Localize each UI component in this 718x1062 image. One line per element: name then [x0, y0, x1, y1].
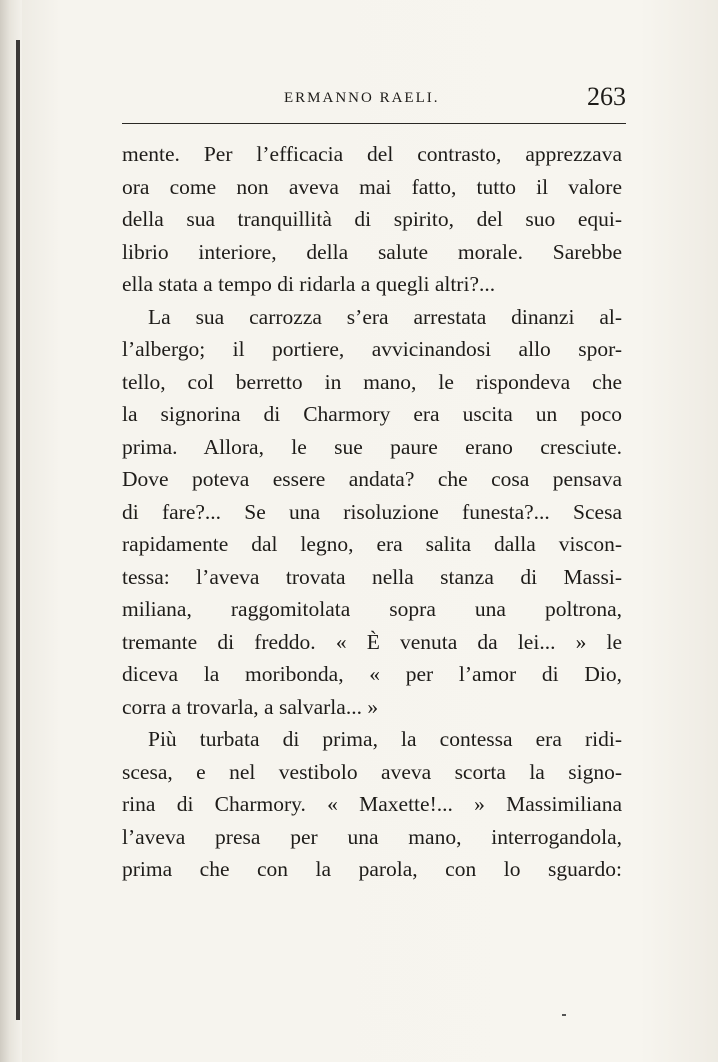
text-line: diceva la moribonda, « per l’amor di Dio,	[122, 662, 622, 686]
text-line: la signorina di Charmory era uscita un poco	[122, 402, 622, 426]
text-line: mente. Per l’efficacia del contrasto, apprezzava	[122, 142, 622, 166]
text-line: corra a trovarla, a salvarla... »	[122, 694, 379, 719]
header-rule	[122, 123, 626, 124]
text-line: l’albergo; il portiere, avvicinandosi allo spor-	[122, 337, 622, 361]
text-line: della sua tranquillità di spirito, del suo equi-	[122, 207, 622, 231]
text-line: l’aveva presa per una mano, interrogandola,	[122, 824, 622, 849]
text-line: Dove poteva essere andata? che cosa pensava	[122, 467, 622, 491]
running-title: ERMANNO RAELI.	[284, 90, 440, 106]
text-line: prima. Allora, le sue paure erano cresciute.	[122, 434, 622, 459]
page-spine	[0, 0, 22, 1062]
text-line: rapidamente dal legno, era salita dalla viscon-	[122, 532, 622, 556]
text-line: ella stata a tempo di ridarla a quegli altri?...	[122, 272, 496, 296]
text-line: ora come non aveva mai fatto, tutto il valore	[122, 174, 622, 199]
text-line: di fare?... Se una risoluzione funesta?... Scesa	[122, 499, 622, 524]
page-header	[122, 82, 626, 116]
binding-edge	[16, 40, 20, 1020]
text-line: miliana, raggomitolata sopra una poltrona,	[122, 597, 622, 621]
text-line: scesa, e nel vestibolo aveva scorta la signo-	[122, 759, 622, 784]
text-line: tessa: l’aveva trovata nella stanza di Massi-	[122, 564, 622, 589]
body-text	[122, 138, 622, 886]
text-line: prima che con la parola, con lo sguardo:	[122, 857, 622, 881]
paragraph-start-line: Più turbata di prima, la contessa era ridi-	[148, 727, 622, 751]
print-speck	[562, 1014, 566, 1016]
paragraph-start-line: La sua carrozza s’era arrestata dinanzi al-	[148, 304, 622, 329]
text-line: tremante di freddo. « È venuta da lei... » le	[122, 629, 622, 654]
text-line: librio interiore, della salute morale. Sarebbe	[122, 239, 622, 264]
page-number: 263	[587, 82, 626, 111]
text-line: rina di Charmory. « Maxette!... » Massimiliana	[122, 792, 622, 816]
text-line: tello, col berretto in mano, le rispondeva che	[122, 369, 622, 394]
